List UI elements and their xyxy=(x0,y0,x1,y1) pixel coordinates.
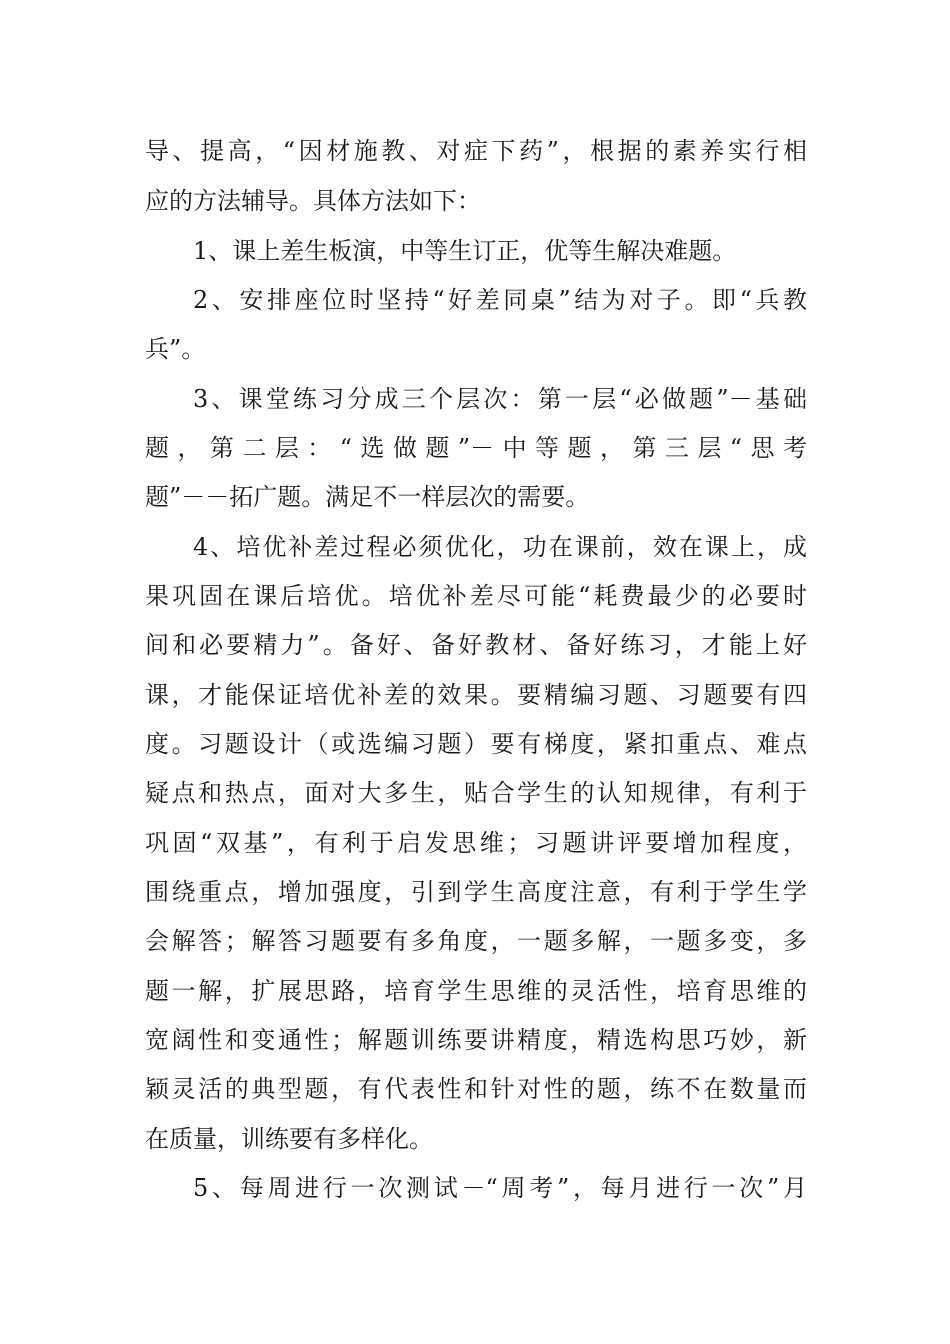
text-line: 在质量，训练要有多样化。 xyxy=(145,1125,433,1153)
text-line: 题一解，扩展思路，培育学生思维的灵活性，培育思维的 xyxy=(145,977,807,1005)
text-line: 围绕重点，增加强度，引到学生高度注意，有利于学生学 xyxy=(145,878,807,906)
text-line: 应的方法辅导。具体方法如下： xyxy=(145,187,481,215)
text-line: 4、培优补差过程必须优化，功在课前，效在课上，成 xyxy=(193,533,807,561)
text-line: 导、提高，“因材施教、对症下药”，根据的素养实行相 xyxy=(145,137,807,165)
text-line: 2、安排座位时坚持“好差同桌”结为对子。即“兵教 xyxy=(193,286,807,314)
text-line: 3、课堂练习分成三个层次：第一层“必做题”－基础 xyxy=(193,385,807,413)
text-line: 间和必要精力”。备好、备好教材、备好练习，才能上好 xyxy=(145,631,807,659)
text-line: 1、课上差生板演，中等生订正，优等生解决难题。 xyxy=(193,237,737,265)
text-line: 颖灵活的典型题，有代表性和针对性的题，练不在数量而 xyxy=(145,1075,807,1103)
text-line: 度。习题设计（或选编习题）要有梯度，紧扣重点、难点 xyxy=(145,730,807,758)
text-line: 果巩固在课后培优。培优补差尽可能“耗费最少的必要时 xyxy=(145,582,807,610)
text-line: 疑点和热点，面对大多生，贴合学生的认知规律，有利于 xyxy=(145,779,807,807)
text-line: 宽阔性和变通性；解题训练要讲精度，精选构思巧妙，新 xyxy=(145,1026,807,1054)
text-line: 5、每周进行一次测试－“周考”，每月进行一次”月 xyxy=(193,1174,807,1202)
text-line: 题，第二层：“选做题”－中等题，第三层“思考 xyxy=(145,434,807,462)
text-line: 巩固“双基”，有利于启发思维；习题讲评要增加程度， xyxy=(145,829,807,857)
text-line: 题”－－拓广题。满足不一样层次的需要。 xyxy=(145,483,590,511)
text-line: 会解答；解答习题要有多角度，一题多解，一题多变，多 xyxy=(145,927,807,955)
text-line: 课，才能保证培优补差的效果。要精编习题、习题要有四 xyxy=(145,681,807,709)
text-line: 兵”。 xyxy=(145,335,206,363)
